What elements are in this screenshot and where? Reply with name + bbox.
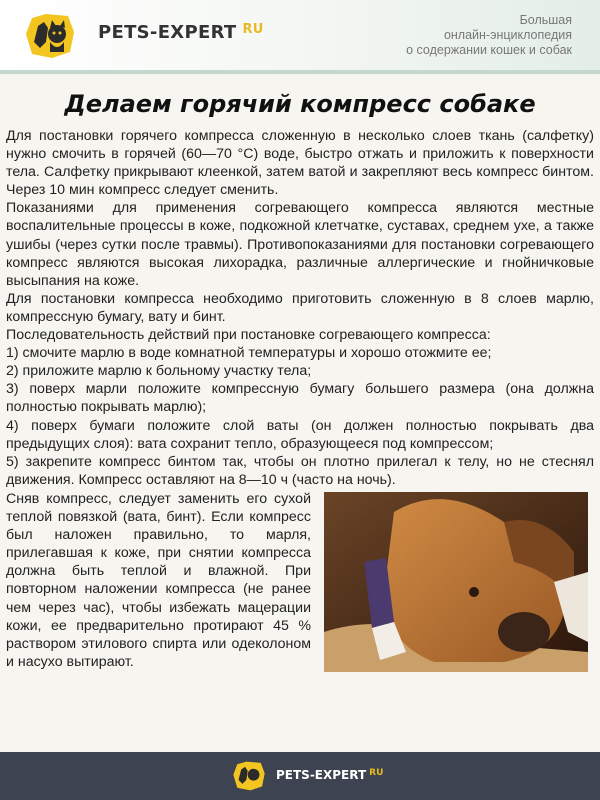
- list-item: 5) закрепите компресс бинтом так, чтобы он плотно прилегал к телу, но не стеснял движения. Компресс оставляют на 8—10 ч (часто на ночь).: [6, 453, 594, 488]
- site-footer: [0, 752, 600, 800]
- footer-logo-text[interactable]: PETS-EXPERT $^{RU}$: [276, 768, 384, 782]
- tagline-line: онлайн-энциклопедия: [443, 28, 572, 42]
- article-paragraph: Для постановки горячего компресса сложенную в несколько слоев ткань (салфетку) нужно смочить в горячей (60—70 °С) воде, быстро отжать и приложить к поверхности тела. Салфетку прикрывают клеенкой, затем ватой и закрепляют весь компресс бинтом. Через 10 мин компресс следует сменить.: [6, 128, 594, 199]
- list-item: 2) приложите марлю к больному участку тела;: [6, 363, 312, 380]
- article-paragraph: Показаниями для применения согревающего компресса являются местные воспалительные процессы в коже, подкожной клетчатке, суставах, среднем ухе, а также ушибы (через сутки после травмы). Противопоказаниями для постановки согревающего компресс являются высокая лихорадка, различные аллергические и гнойничковые высыпания на коже.: [6, 200, 594, 289]
- list-item: 1) смочите марлю в воде комнатной температуры и хорошо отожмите ее;: [6, 345, 492, 362]
- list-item: 4) поверх бумаги положите слой ваты (он должен полностью покрывать два предыдущих слоя): вата сохранит тепло, образующееся под компрессом;: [6, 417, 594, 452]
- page-title: Делаем горячий компресс собаке: [64, 90, 536, 118]
- pets-logo-icon[interactable]: [24, 12, 76, 60]
- tagline-line: Большая: [519, 13, 572, 27]
- list-item: 3) поверх марли положите компрессную бумагу большего размера (она должна полностью покрывать марлю);: [6, 381, 594, 416]
- article-body: [6, 127, 594, 489]
- dog-with-bandage-photo: [324, 492, 588, 672]
- site-tagline: [342, 13, 572, 58]
- article-paragraph: Для постановки компресса необходимо приготовить сложенную в 8 слоев марлю, компрессную бумагу, вату и бинт.: [6, 290, 594, 325]
- site-header: [0, 0, 600, 74]
- article-side-paragraph: Сняв компресс, следует заменить его сухой теплой повязкой (вата, бинт). Если компресс был наложен правильно, то марля, прилегавшая к коже, при снятии компресса должна быть теплой и влажной. При повторном наложении компресса (не ранее чем через час), чтобы избежать мацерации кожи, ее предварительно протирают 45 % раствором этилового спирта или одеколоном и насухо вытирают.: [6, 491, 311, 670]
- tagline-line: о содержании кошек и собак: [406, 43, 572, 57]
- article-paragraph: Последовательность действий при постановке согревающего компресса:: [6, 327, 491, 344]
- site-logo-text[interactable]: PETS-EXPERT $^{RU}$: [98, 22, 264, 43]
- pets-logo-icon[interactable]: [232, 760, 266, 792]
